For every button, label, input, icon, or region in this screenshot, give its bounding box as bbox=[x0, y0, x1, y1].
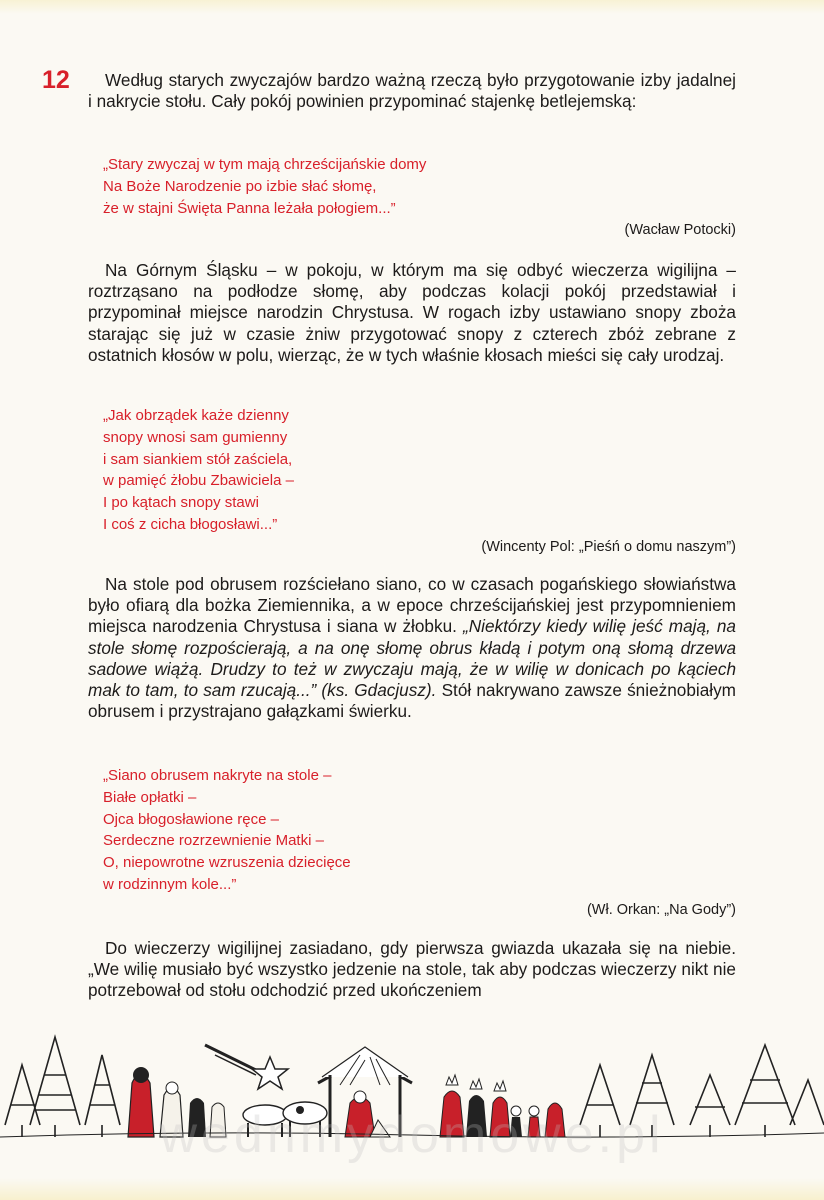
poem-line: Serdeczne rozrzewnienie Matki – bbox=[103, 832, 324, 850]
poem-line: „Jak obrządek każe dzienny bbox=[103, 407, 289, 424]
poem-line: „Siano obrusem nakryte na stole – bbox=[103, 767, 332, 784]
poem-line: i sam siankiem stół zaściela, bbox=[103, 450, 293, 468]
paragraph-4 bbox=[88, 938, 736, 1002]
poem-line: Ojca błogosławione ręce – bbox=[103, 810, 279, 828]
poem-line: Na Boże Narodzenie po izbie słać słomę, bbox=[103, 177, 377, 195]
paragraph-3 bbox=[88, 574, 736, 722]
paragraph-3-part-a: Na stole pod obrusem rozściełano siano, co w czasach pogańskiego słowiaństwa było ofiarą dla bożka Ziemiennika, a w epoce chrześcijańskiej jest przypomnieniem miejsca narodzenia Chrystusa i siana w żłobku. bbox=[88, 574, 736, 637]
poem-line: „Stary zwyczaj w tym mają chrześcijańskie domy bbox=[103, 156, 427, 173]
paragraph-4-text: Do wieczerzy wigilijnej zasiadano, gdy pierwsza gwiazda ukazała się na niebie. „We wilię musiało być wszystko jedzenie na stole, tak aby podczas wieczerzy nikt nie potrzebował od stołu odchodzić przed ukończeniem bbox=[88, 938, 736, 1001]
watermark: wednmydomowe.pl bbox=[159, 1106, 665, 1164]
paper-stain-bottom bbox=[0, 1178, 824, 1200]
poem-potocki bbox=[103, 154, 426, 219]
poem-line: snopy wnosi sam gumienny bbox=[103, 428, 288, 446]
poem-pol bbox=[103, 405, 294, 536]
poem-line: Białe opłatki – bbox=[103, 788, 197, 806]
paragraph-1-text: Według starych zwyczajów bardzo ważną rzeczą było przygotowanie izby jadalnej i nakrycie stołu. Cały pokój powinien przypominać stajenkę betlejemską: bbox=[88, 70, 736, 112]
paragraph-3-part-b: Stół nakrywano zawsze śnieżnobiałym obrusem i przystrajano gałązkami świerku. bbox=[88, 680, 736, 722]
star-of-bethlehem-icon bbox=[205, 1045, 288, 1089]
paragraph-3-text bbox=[88, 574, 736, 722]
poem-line: w rodzinnym kole...” bbox=[103, 875, 237, 893]
paragraph-2 bbox=[88, 260, 736, 366]
paragraph-2-text: Na Górnym Śląsku – w pokoju, w którym ma się odbyć wieczerza wigilijna – roztrząsano na podłodze słomę, aby podczas kolacji pokój przedstawiał i przypominał miejsce narodzin Chrystusa. W rogach izby ustawiano snopy zboża starając się już w czasie żniw przygotować snopy z czterech zbóż zebrane z ostatnich kłosów w polu, wierząc, że w tych właśnie kłosach mieści się cały urodzaj. bbox=[88, 260, 736, 365]
poem-line: w pamięć żłobu Zbawiciela – bbox=[103, 472, 294, 490]
attribution-orkan: (Wł. Orkan: „Na Gody”) bbox=[586, 902, 736, 918]
poem-line: O, niepowrotne wzruszenia dziecięce bbox=[103, 854, 351, 872]
attribution-pol: (Wincenty Pol: „Pieśń o domu naszym”) bbox=[481, 539, 736, 555]
poem-line: że w stajni Święta Panna leżała połogiem...” bbox=[103, 199, 396, 217]
poem-line: I coś z cicha błogosławi...” bbox=[103, 515, 278, 533]
paragraph-3-quote: „Niektórzy kiedy wilię jeść mają, na stole słomę rozpościerają, a na onę słomę obrus kładą i potym oną słomą drzewa sadowe wiążą. Drudzy to też w zwyczaju mają, że w wilię w donicach po kąciech mak to tam, to sam rzucają...” (ks. Gdacjusz). bbox=[88, 616, 736, 701]
attribution-potocki: (Wacław Potocki) bbox=[624, 222, 736, 238]
paper-stain-top bbox=[0, 0, 824, 14]
paragraph-1 bbox=[88, 70, 736, 112]
page-number: 12 bbox=[42, 66, 70, 94]
poem-line: I po kątach snopy stawi bbox=[103, 494, 259, 512]
poem-orkan bbox=[103, 765, 351, 896]
